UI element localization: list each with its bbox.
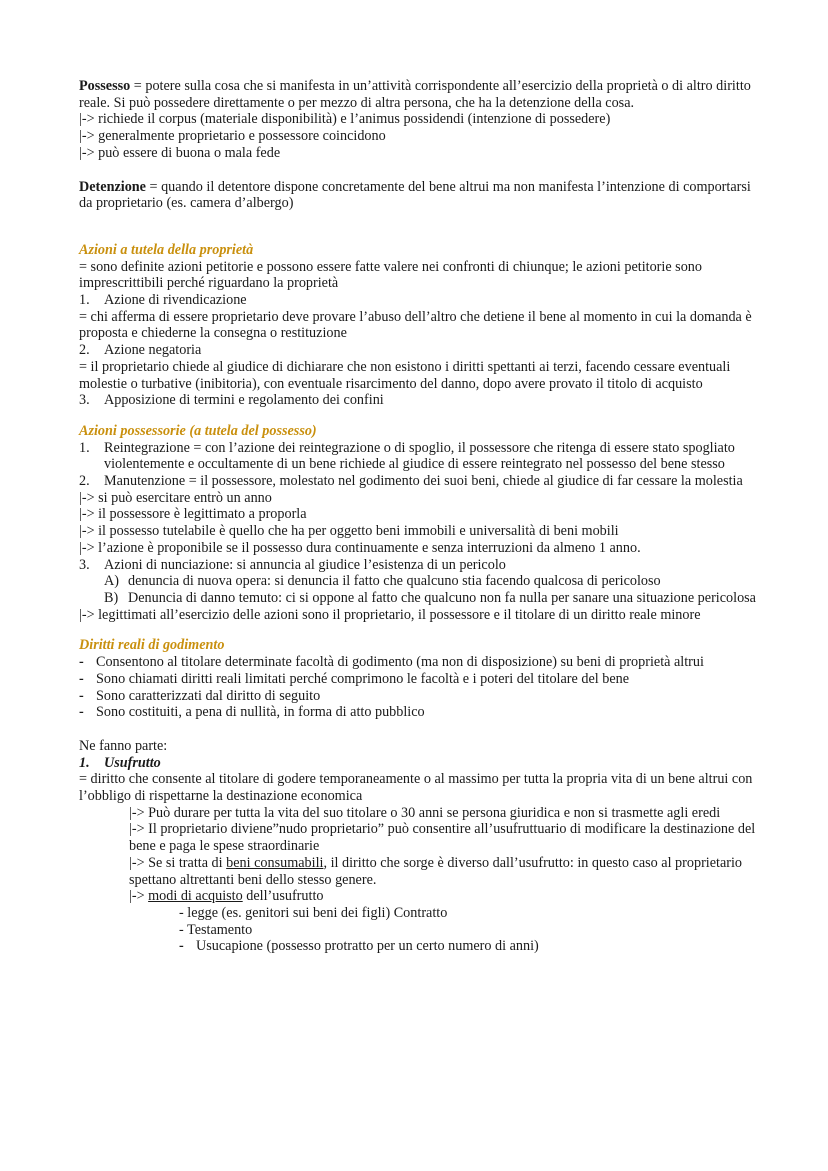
possessorie-line: |-> il possessore è legittimato a proporla: [79, 506, 307, 523]
dash-list-item: [79, 704, 759, 721]
modi-acquisto-item: [79, 938, 759, 955]
dash-bullet: -: [179, 938, 184, 955]
possessorie-line: |-> l’azione è proponibile se il possesso dura continuamente e senza interruzioni da almeno 1 anno.: [79, 539, 641, 556]
section-heading-possessorie: Azioni possessorie (a tutela del possesso): [79, 422, 317, 439]
usufrutto-point: |-> Il proprietario diviene”nudo proprietario” può consentire all’usufruttuario di modificare la destinazione del bene e paga le spese straordinarie: [129, 821, 756, 855]
dash-bullet: -: [79, 704, 84, 721]
dash-list-text: Sono chiamati diritti reali limitati perché comprimono le facoltà e i poteri del titolare del bene: [96, 670, 630, 687]
usufrutto-title: [79, 755, 759, 772]
possesso-line: |-> può essere di buona o mala fede: [79, 144, 281, 161]
list-item: [79, 473, 759, 490]
list-item-description: = chi afferma di essere proprietario deve provare l’abuso dell’altro che detiene il bene al momento in cui la domanda è proposta e chiederne la consegna o restituzione: [79, 308, 752, 342]
possessorie-line: |-> legittimati all’esercizio delle azioni sono il proprietario, il possessore e il titolare di un diritto reale minore: [79, 606, 701, 623]
dash-bullet: -: [79, 687, 84, 704]
sub-list-letter: B): [104, 589, 119, 606]
detenzione-paragraph: [79, 179, 759, 212]
sub-list-item: [79, 573, 759, 590]
dash-bullet: -: [79, 670, 84, 687]
possesso-line: |-> richiede il corpus (materiale disponibilità) e l’animus possidendi (intenzione di possedere): [79, 111, 611, 128]
dash-list-text: Sono costituiti, a pena di nullità, in forma di atto pubblico: [96, 704, 425, 721]
modi-acquisto-item: - legge (es. genitori sui beni dei figli) Contratto: [179, 904, 448, 921]
dash-list-text: Consentono al titolare determinate facoltà di godimento (ma non di disposizione) su beni di proprietà altrui: [96, 654, 704, 671]
usufrutto-point-text: |-> Se si tratta di: [129, 854, 227, 871]
sub-list-text: denuncia di nuova opera: si denuncia il fatto che qualcuno stia facendo qualcosa di pericoloso: [128, 573, 661, 590]
modi-acquisto-text: Usucapione (possesso protratto per un certo numero di anni): [196, 938, 539, 955]
list-item-title: Azione negatoria: [104, 342, 202, 359]
possesso-term: Possesso: [79, 78, 131, 94]
underlined-term: beni consumabili: [226, 854, 324, 871]
possessorie-line: |-> il possesso tutelabile è quello che ha per oggetto beni immobili e universalità di beni mobili: [79, 523, 619, 540]
usufrutto-point: [79, 888, 759, 905]
list-number: 1.: [79, 439, 90, 456]
list-item-text: Reintegrazione = con l’azione dei reintegrazione o di spoglio, il possessore che ritenga di essere stato spogliato violentemente e occultamente di un bene richiede al giudice di essere reintegrato nel possesso del bene stesso: [104, 439, 735, 473]
list-item-text: Azioni di nunciazione: si annuncia al giudice l’esistenza di un pericolo: [104, 556, 506, 573]
list-item-title: Azione di rivendicazione: [104, 292, 247, 309]
list-number: 3.: [79, 556, 90, 573]
document-page: [79, 78, 759, 955]
detenzione-term: Detenzione: [79, 178, 146, 195]
possessorie-line: |-> si può esercitare entrò un anno: [79, 489, 272, 506]
list-item: [79, 440, 759, 473]
dash-list-item: [79, 688, 759, 705]
proprieta-intro: = sono definite azioni petitorie e possono essere fatte valere nei confronti di chiunque; le azioni petitorie sono imprescrittibili perché riguardano la proprietà: [79, 258, 702, 292]
dash-list-text: Sono caratterizzati dal diritto di seguito: [96, 687, 321, 704]
usufrutto-point-text: , il diritto che sorge è diverso dall’usufrutto: in questo caso al proprietario spettano altrettanti beni dello stesso genere.: [129, 854, 743, 888]
usufrutto-point-text: |->: [129, 888, 149, 905]
list-number: 3.: [79, 392, 90, 409]
list-item-text: Manutenzione = il possessore, molestato nel godimento dei suoi beni, chiede al giudice di far cessare la molestia: [104, 473, 743, 490]
dash-list-item: [79, 671, 759, 688]
list-item: [79, 392, 759, 409]
usufrutto-point: |-> Può durare per tutta la vita del suo titolare o 30 anni se persona giuridica e non si trasmette agli eredi: [129, 804, 721, 821]
usufrutto-point: [79, 855, 759, 888]
list-item: [79, 342, 759, 359]
underlined-term: modi di acquisto: [148, 888, 243, 905]
modi-acquisto-item: - Testamento: [179, 921, 253, 938]
list-item-description: = il proprietario chiede al giudice di dichiarare che non esistono i diritti spettanti ai terzi, facendo cessare eventuali molestie o turbative (inibitoria), con eventuale risarcimento del danno, dopo avere provato il titolo di acquisto: [79, 358, 731, 392]
list-item: [79, 557, 759, 574]
list-number: 2.: [79, 473, 90, 490]
list-number: 1.: [79, 292, 90, 309]
list-number: 1.: [79, 754, 90, 771]
usufrutto-title-text: Usufrutto: [104, 754, 161, 771]
section-heading-proprieta: Azioni a tutela della proprietà: [79, 241, 254, 258]
sub-list-text: Denuncia di danno temuto: ci si oppone al fatto che qualcuno non fa nulla per sanare una situazione pericolosa: [128, 589, 756, 606]
dash-list-item: [79, 654, 759, 671]
possesso-definition: = potere sulla cosa che si manifesta in un’attività corrispondente all’esercizio della proprietà o di altro diritto reale. Si può possedere direttamente o per mezzo di altra persona, che ha la detenzione della cosa.: [79, 78, 751, 111]
sub-list-item: [79, 590, 759, 607]
list-item-title: Apposizione di termini e regolamento dei confini: [104, 392, 384, 409]
list-item: [79, 292, 759, 309]
usufrutto-point-text: dell’usufrutto: [242, 888, 324, 905]
sub-list-letter: A): [104, 573, 119, 590]
detenzione-definition: = quando il detentore dispone concretamente del bene altrui ma non manifesta l’intenzione di comportarsi da proprietario (es. camera d’albergo): [79, 178, 751, 212]
section-heading-diritti-reali: Diritti reali di godimento: [79, 637, 225, 654]
usufrutto-intro: Ne fanno parte:: [79, 737, 168, 754]
dash-bullet: -: [79, 654, 84, 671]
possesso-line: |-> generalmente proprietario e possessore coincidono: [79, 128, 386, 145]
list-number: 2.: [79, 342, 90, 359]
usufrutto-definition: = diritto che consente al titolare di godere temporaneamente o al massimo per tutta la propria vita di un bene altrui con l’obbligo di rispettarne la destinazione economica: [79, 771, 753, 805]
possesso-paragraph: [79, 78, 759, 111]
